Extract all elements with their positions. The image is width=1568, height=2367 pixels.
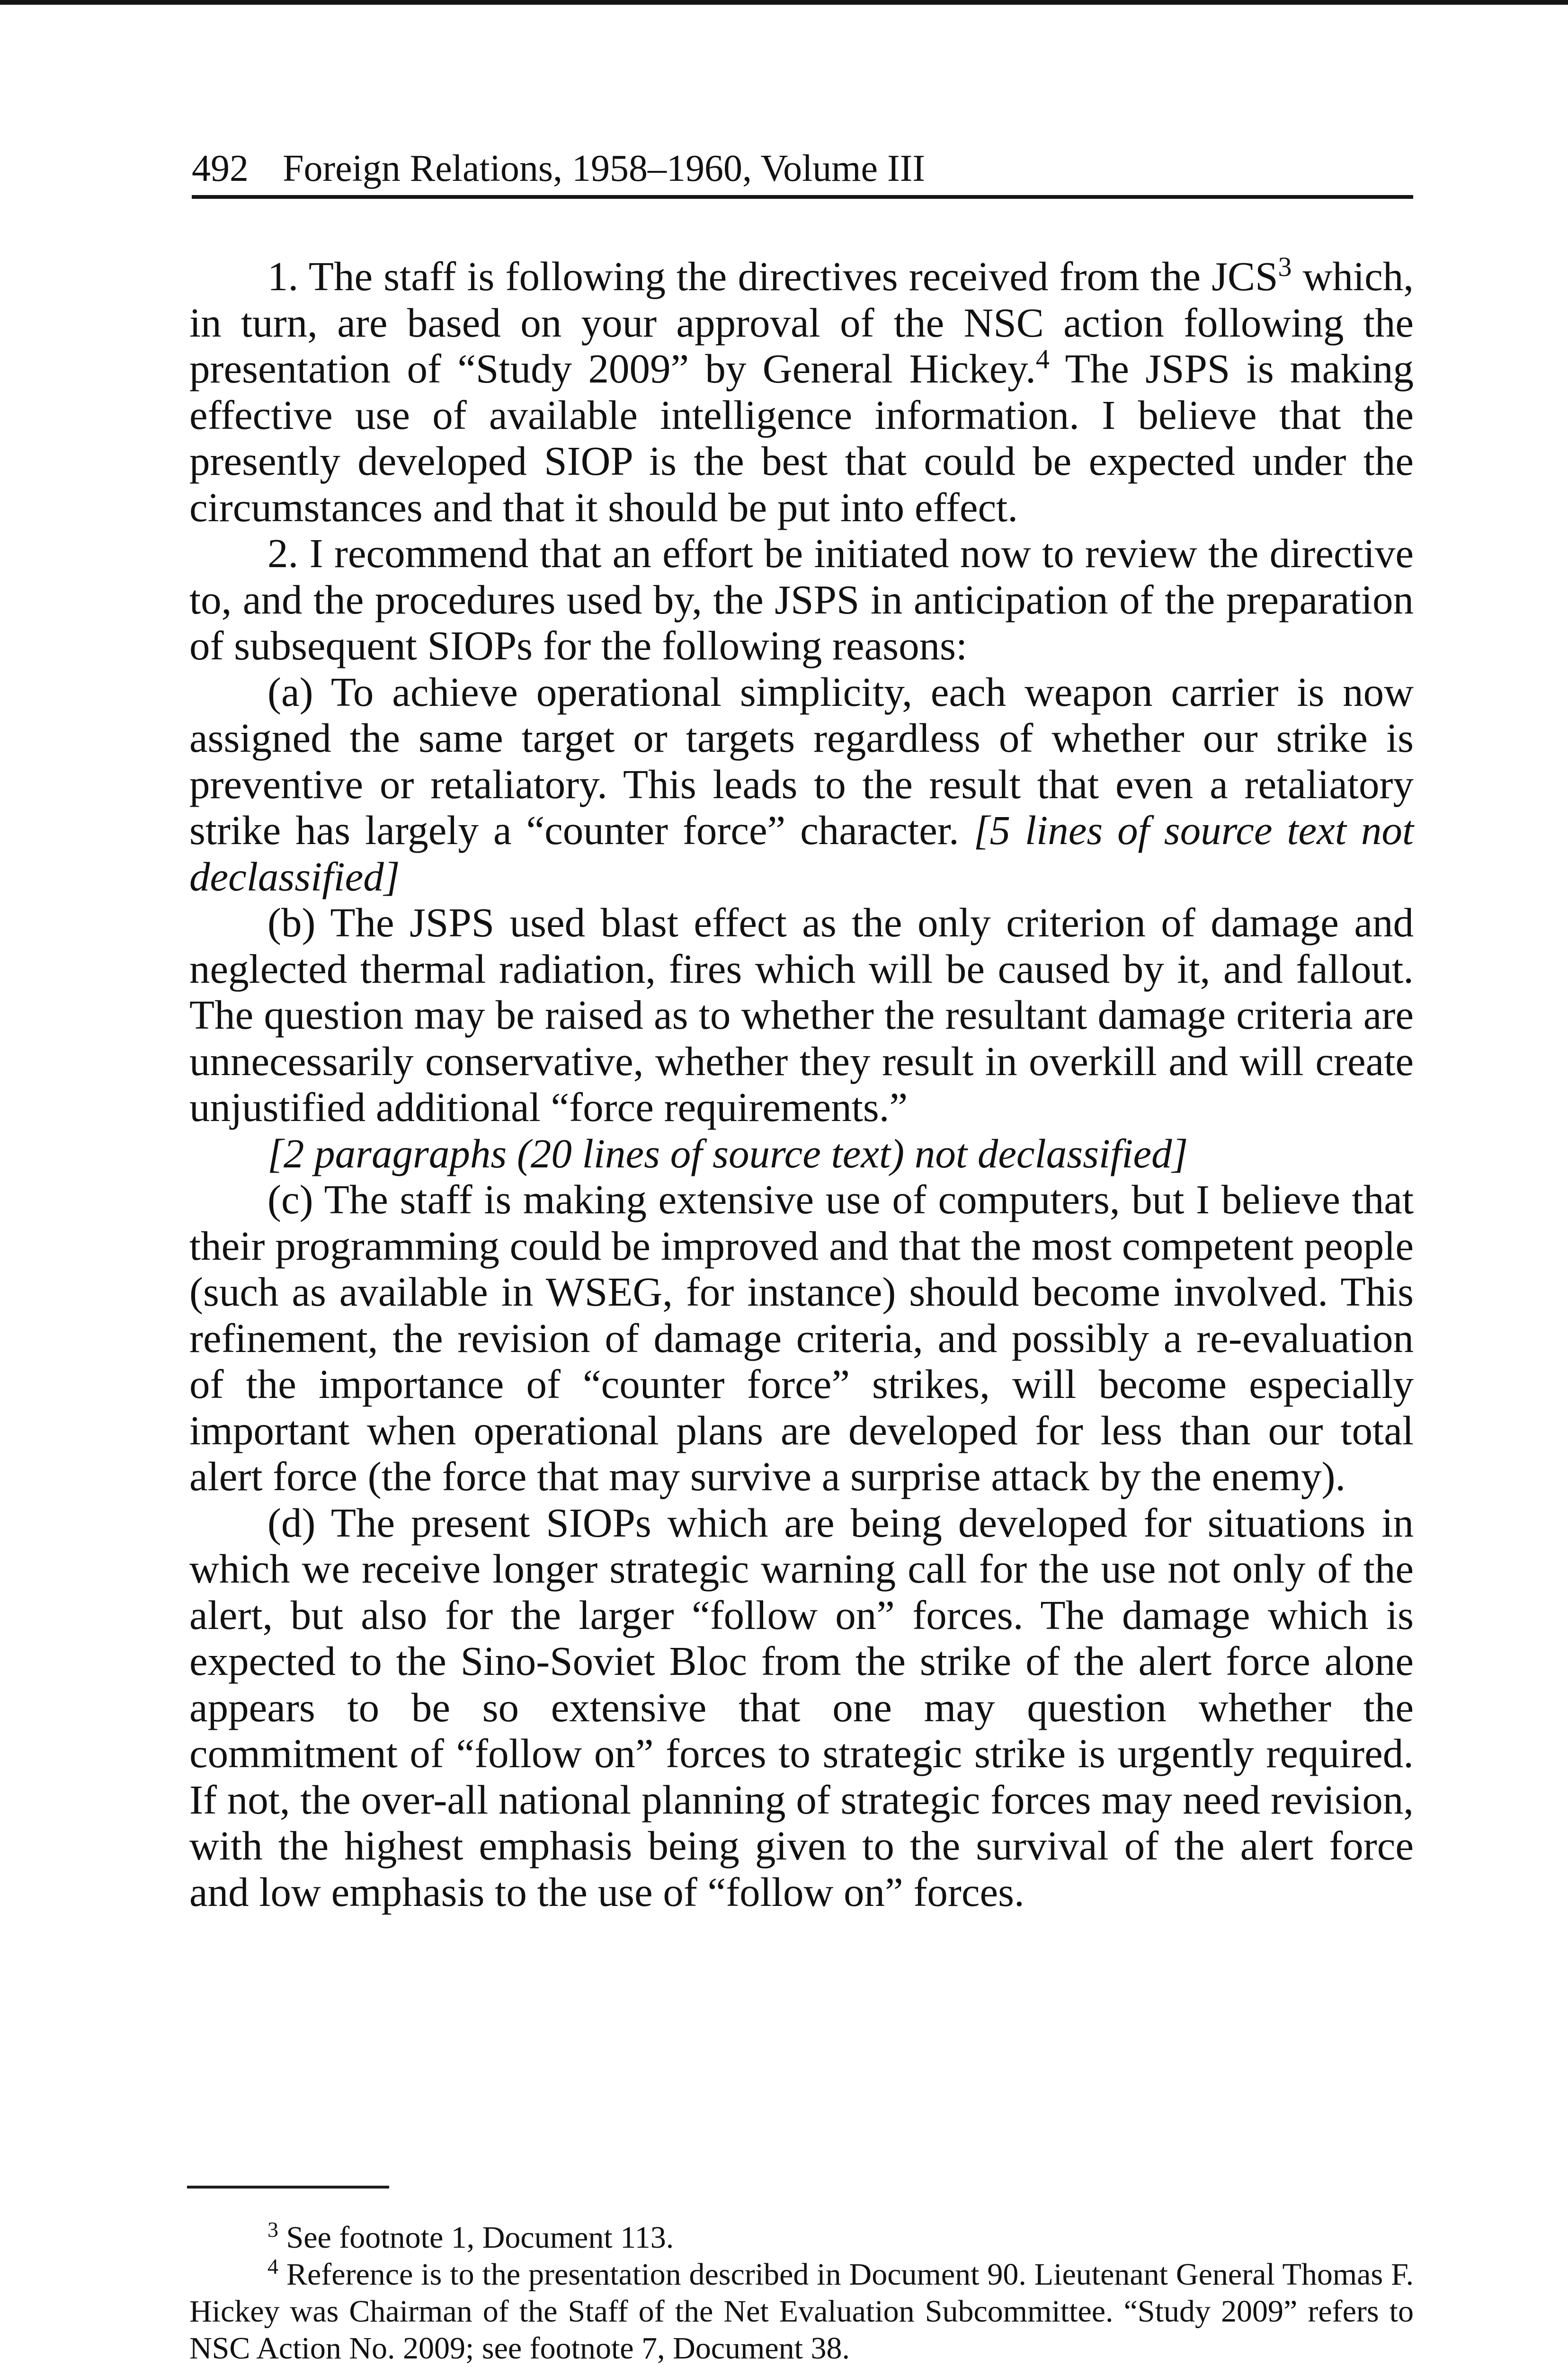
footnote-3: [189, 2219, 1414, 2256]
footnote-4: [189, 2256, 1414, 2367]
paragraph-a: [189, 669, 1414, 900]
footnote-4-number: 4: [267, 2254, 278, 2278]
paragraph-2: 2. I recommend that an effort be initiated now to review the directive to, and the procedures used by, the JSPS in anticipation of the preparation of subsequent SIOPs for the following reasons:: [189, 530, 1414, 668]
paragraph-1-text-a: 1. The staff is following the directives received from the JCS: [267, 253, 1278, 299]
footnote-4-text: Reference is to the presentation described in Document 90. Lieutenant General Thomas F. Hickey was Chairman of the Staff of the Net Evaluation Subcommittee. “Study 2009” refers to NSC Action No. 2009; see footnote 7, Document 38.: [189, 2257, 1414, 2366]
top-page-rule: [0, 0, 1568, 5]
paragraph-b: (b) The JSPS used blast effect as the only criterion of damage and neglected thermal radiation, fires which will be caused by it, and fallout. The question may be raised as to whether the resultant damage criteria are unnecessarily conservative, whether they result in overkill and will create unjustified additional “force requirements.”: [189, 899, 1414, 1130]
running-title: Foreign Relations, 1958–1960, Volume III: [283, 148, 925, 189]
footnote-separator: [187, 2186, 389, 2189]
paragraph-1: [189, 253, 1414, 530]
not-declassified-note-2: [2 paragraphs (20 lines of source text) not declassified]: [267, 1130, 1188, 1176]
footnote-ref-3: 3: [1278, 251, 1292, 282]
not-declassified-paragraphs: [189, 1130, 1414, 1177]
paragraph-d: (d) The present SIOPs which are being developed for situations in which we receive longer strategic warning call for the use not only of the alert, but also for the larger “follow on” forces. The damage which is expected to the Sino-Soviet Bloc from the strike of the alert force alone appears to be so extensive that one may question whether the commitment of “follow on” forces to strategic strike is urgently required. If not, the over-all national planning of strategic forces may need revision, with the highest emphasis being given to the survival of the alert force and low emphasis to the use of “follow on” forces.: [189, 1499, 1414, 1915]
page-number: 492: [192, 148, 249, 189]
footnotes: [189, 2219, 1414, 2367]
footnote-3-text: See footnote 1, Document 113.: [286, 2220, 674, 2255]
footnote-ref-4: 4: [1035, 344, 1050, 374]
running-header: [192, 142, 1413, 199]
paragraph-1-text-c: The JSPS is making effective use of available intelligence information. I believe that the presently developed SIOP is the best that could be expected under the circumstances and that it should be put into effect.: [189, 346, 1414, 530]
paragraph-1-text-b: which, in turn, are based on your approval of the NSC action following the presentation of “Study 2009” by General Hickey.: [189, 253, 1414, 392]
paragraph-a-text: (a) To achieve operational simplicity, each weapon carrier is now assigned the same target or targets regardless of whether our strike is preventive or retaliatory. This leads to the result that even a retaliatory strike has largely a “counter force” character.: [189, 668, 1414, 853]
not-declassified-note-1: [5 lines of source text not declassified]: [189, 807, 1414, 899]
footnote-3-number: 3: [267, 2217, 278, 2242]
body-text: [189, 253, 1414, 1915]
paragraph-c: (c) The staff is making extensive use of computers, but I believe that their programming could be improved and that the most competent people (such as available in WSEG, for instance) should become involved. This refinement, the revision of damage criteria, and possibly a re-evaluation of the importance of “counter force” strikes, will become especially important when operational plans are developed for less than our total alert force (the force that may survive a surprise attack by the enemy).: [189, 1176, 1414, 1499]
